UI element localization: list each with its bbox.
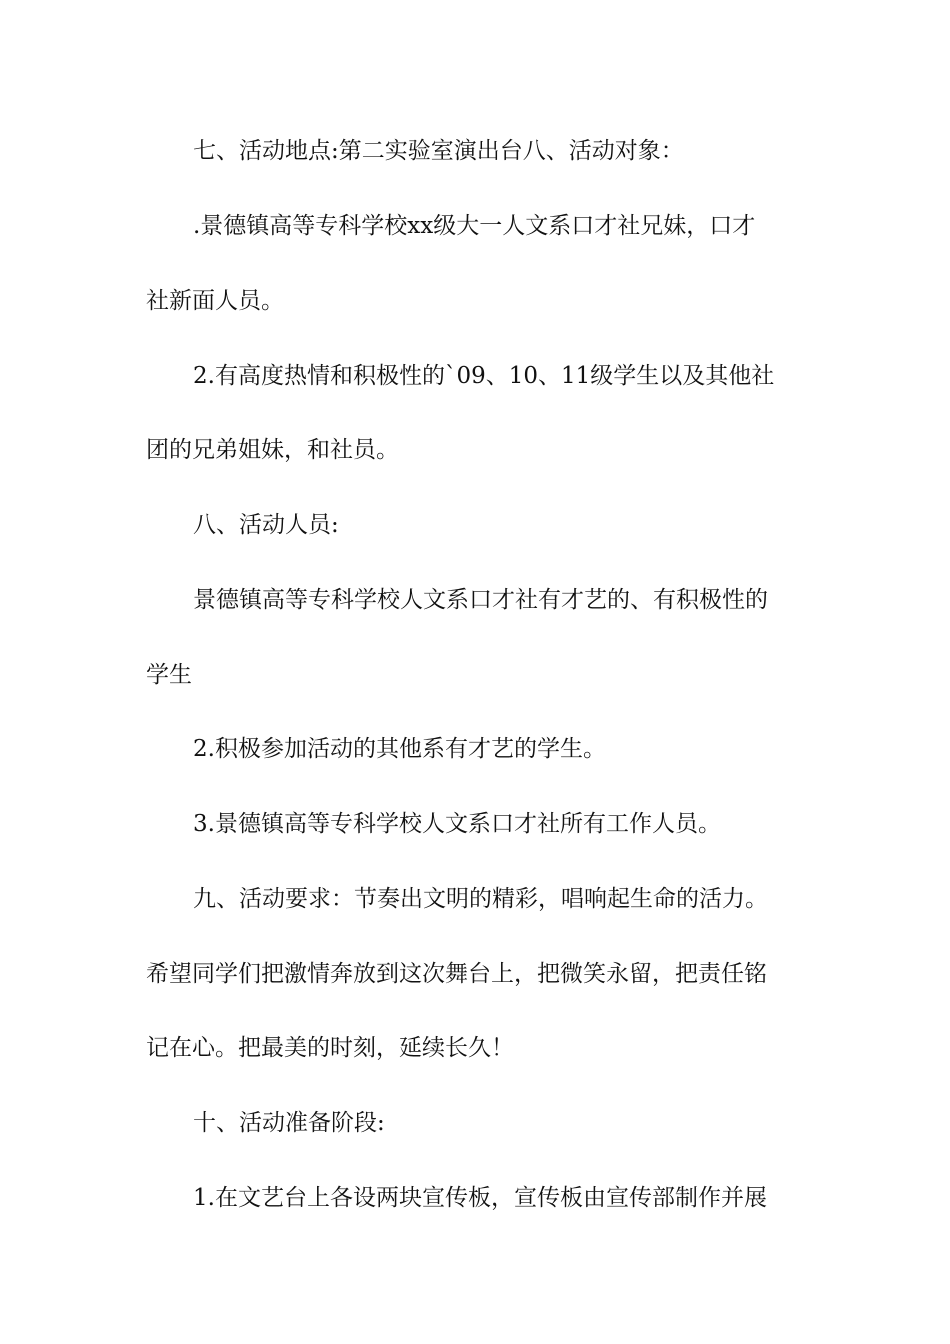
text-line-requirements: 九、活动要求：节奏出文明的精彩，唱响起生命的活力。 <box>193 886 768 912</box>
section-heading-preparation: 十、活动准备阶段: <box>193 1110 385 1136</box>
text-line-target-1-cont: 社新面人员。 <box>146 288 284 314</box>
text-line-target-1: .景德镇高等专科学校xx级大一人文系口才社兄妹，口才 <box>193 213 756 239</box>
text-line-personnel-1-cont: 学生 <box>146 662 192 688</box>
text-line-personnel-1: 景德镇高等专科学校人文系口才社有才艺的、有积极性的 <box>193 587 768 613</box>
text-line-personnel-3: 3.景德镇高等专科学校人文系口才社所有工作人员。 <box>193 811 721 837</box>
text-line-target-2: 2.有高度热情和积极性的`09、10、11级学生以及其他社 <box>193 363 775 389</box>
text-line-requirements-cont-1: 希望同学们把激情奔放到这次舞台上，把微笑永留，把责任铭 <box>146 961 767 987</box>
text-line-personnel-2: 2.积极参加活动的其他系有才艺的学生。 <box>193 736 606 762</box>
text-line-target-2-cont: 团的兄弟姐妹，和社员。 <box>146 437 399 463</box>
text-line-preparation-1: 1.在文艺台上各设两块宣传板，宣传板由宣传部制作并展 <box>193 1185 767 1211</box>
text-line-requirements-cont-2: 记在心。把最美的时刻，延续长久！ <box>146 1035 514 1061</box>
text-line-activity-location: 七、活动地点:第二实验室演出台八、活动对象： <box>193 138 684 164</box>
section-heading-personnel: 八、活动人员: <box>193 512 339 538</box>
